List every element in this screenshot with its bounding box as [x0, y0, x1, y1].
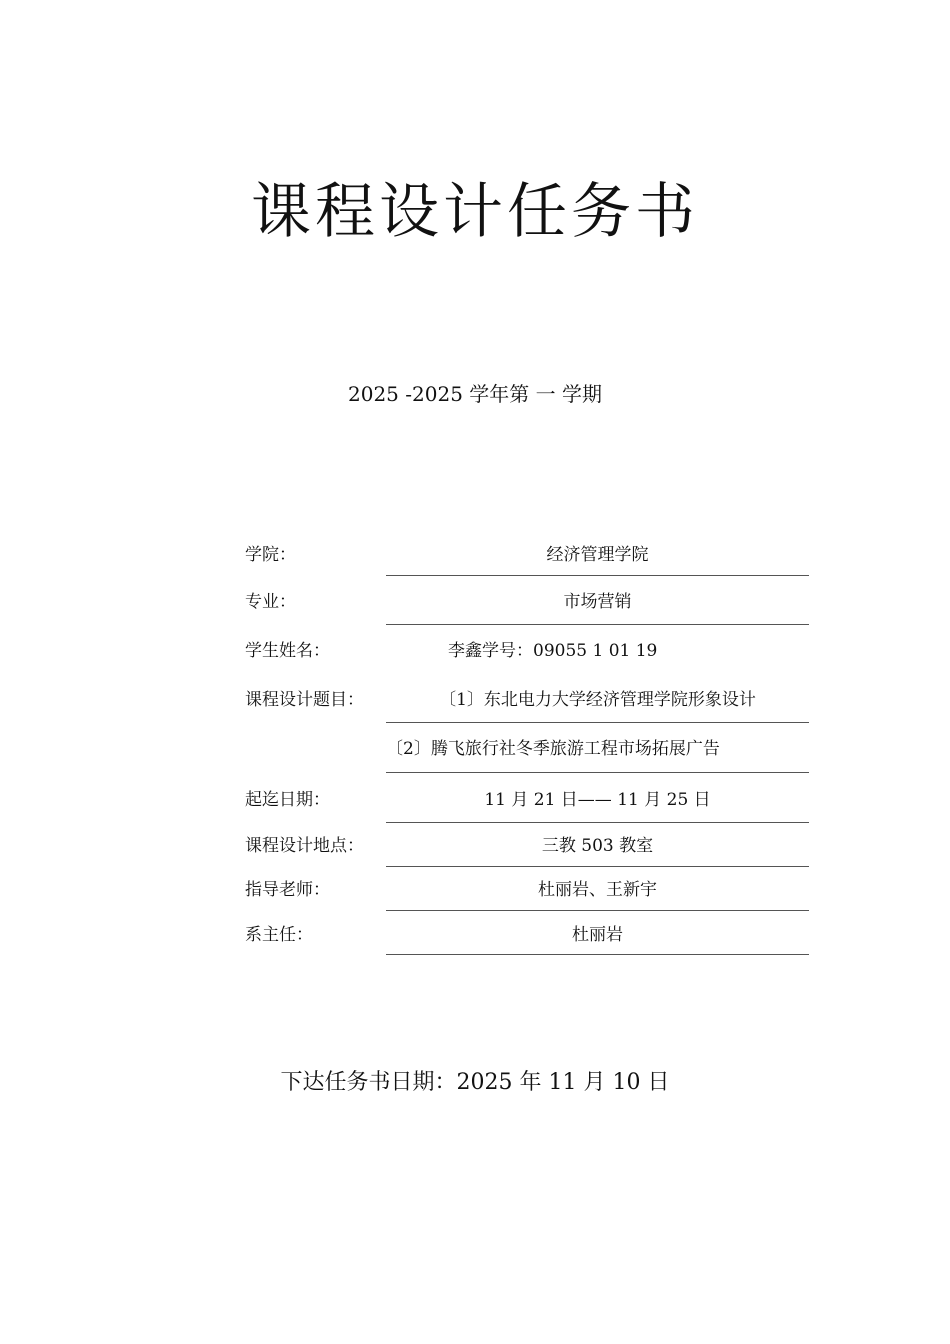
topic-value-2: 〔2〕腾飞旅行社冬季旅游工程市场拓展广告 — [386, 739, 720, 759]
topic-label: 课程设计题目： — [245, 690, 364, 710]
department-head-value: 杜丽岩 — [572, 925, 623, 945]
student-name-value: 李鑫学号：09055 1 01 19 — [448, 641, 658, 661]
document-title: 课程设计任务书 — [251, 177, 699, 247]
dates-underline — [386, 822, 809, 823]
college-value: 经济管理学院 — [546, 545, 649, 565]
topic-underline-1 — [386, 722, 809, 723]
college-underline — [386, 575, 809, 576]
college-label: 学院： — [245, 545, 296, 565]
topic-value-1: 〔1〕东北电力大学经济管理学院形象设计 — [439, 690, 756, 710]
major-label: 专业： — [245, 592, 296, 612]
major-value: 市场营销 — [563, 592, 632, 612]
semester-line: 2025 -2025 学年第 一 学期 — [348, 382, 602, 406]
department-head-underline — [386, 954, 809, 955]
department-head-label: 系主任： — [245, 925, 313, 945]
advisor-label: 指导老师： — [245, 880, 330, 900]
advisor-underline — [386, 910, 809, 911]
dates-value: 11 月 21 日—— 11 月 25 日 — [484, 790, 711, 810]
location-value: 三教 503 教室 — [541, 836, 654, 856]
advisor-value: 杜丽岩、王新宇 — [538, 880, 657, 900]
location-underline — [386, 866, 809, 867]
issue-date: 下达任务书日期：2025 年 11 月 10 日 — [280, 1070, 670, 1095]
major-underline — [386, 624, 809, 625]
student-name-label: 学生姓名： — [245, 641, 330, 661]
topic-underline-2 — [386, 772, 809, 773]
dates-label: 起迄日期： — [245, 790, 330, 810]
location-label: 课程设计地点： — [245, 836, 364, 856]
